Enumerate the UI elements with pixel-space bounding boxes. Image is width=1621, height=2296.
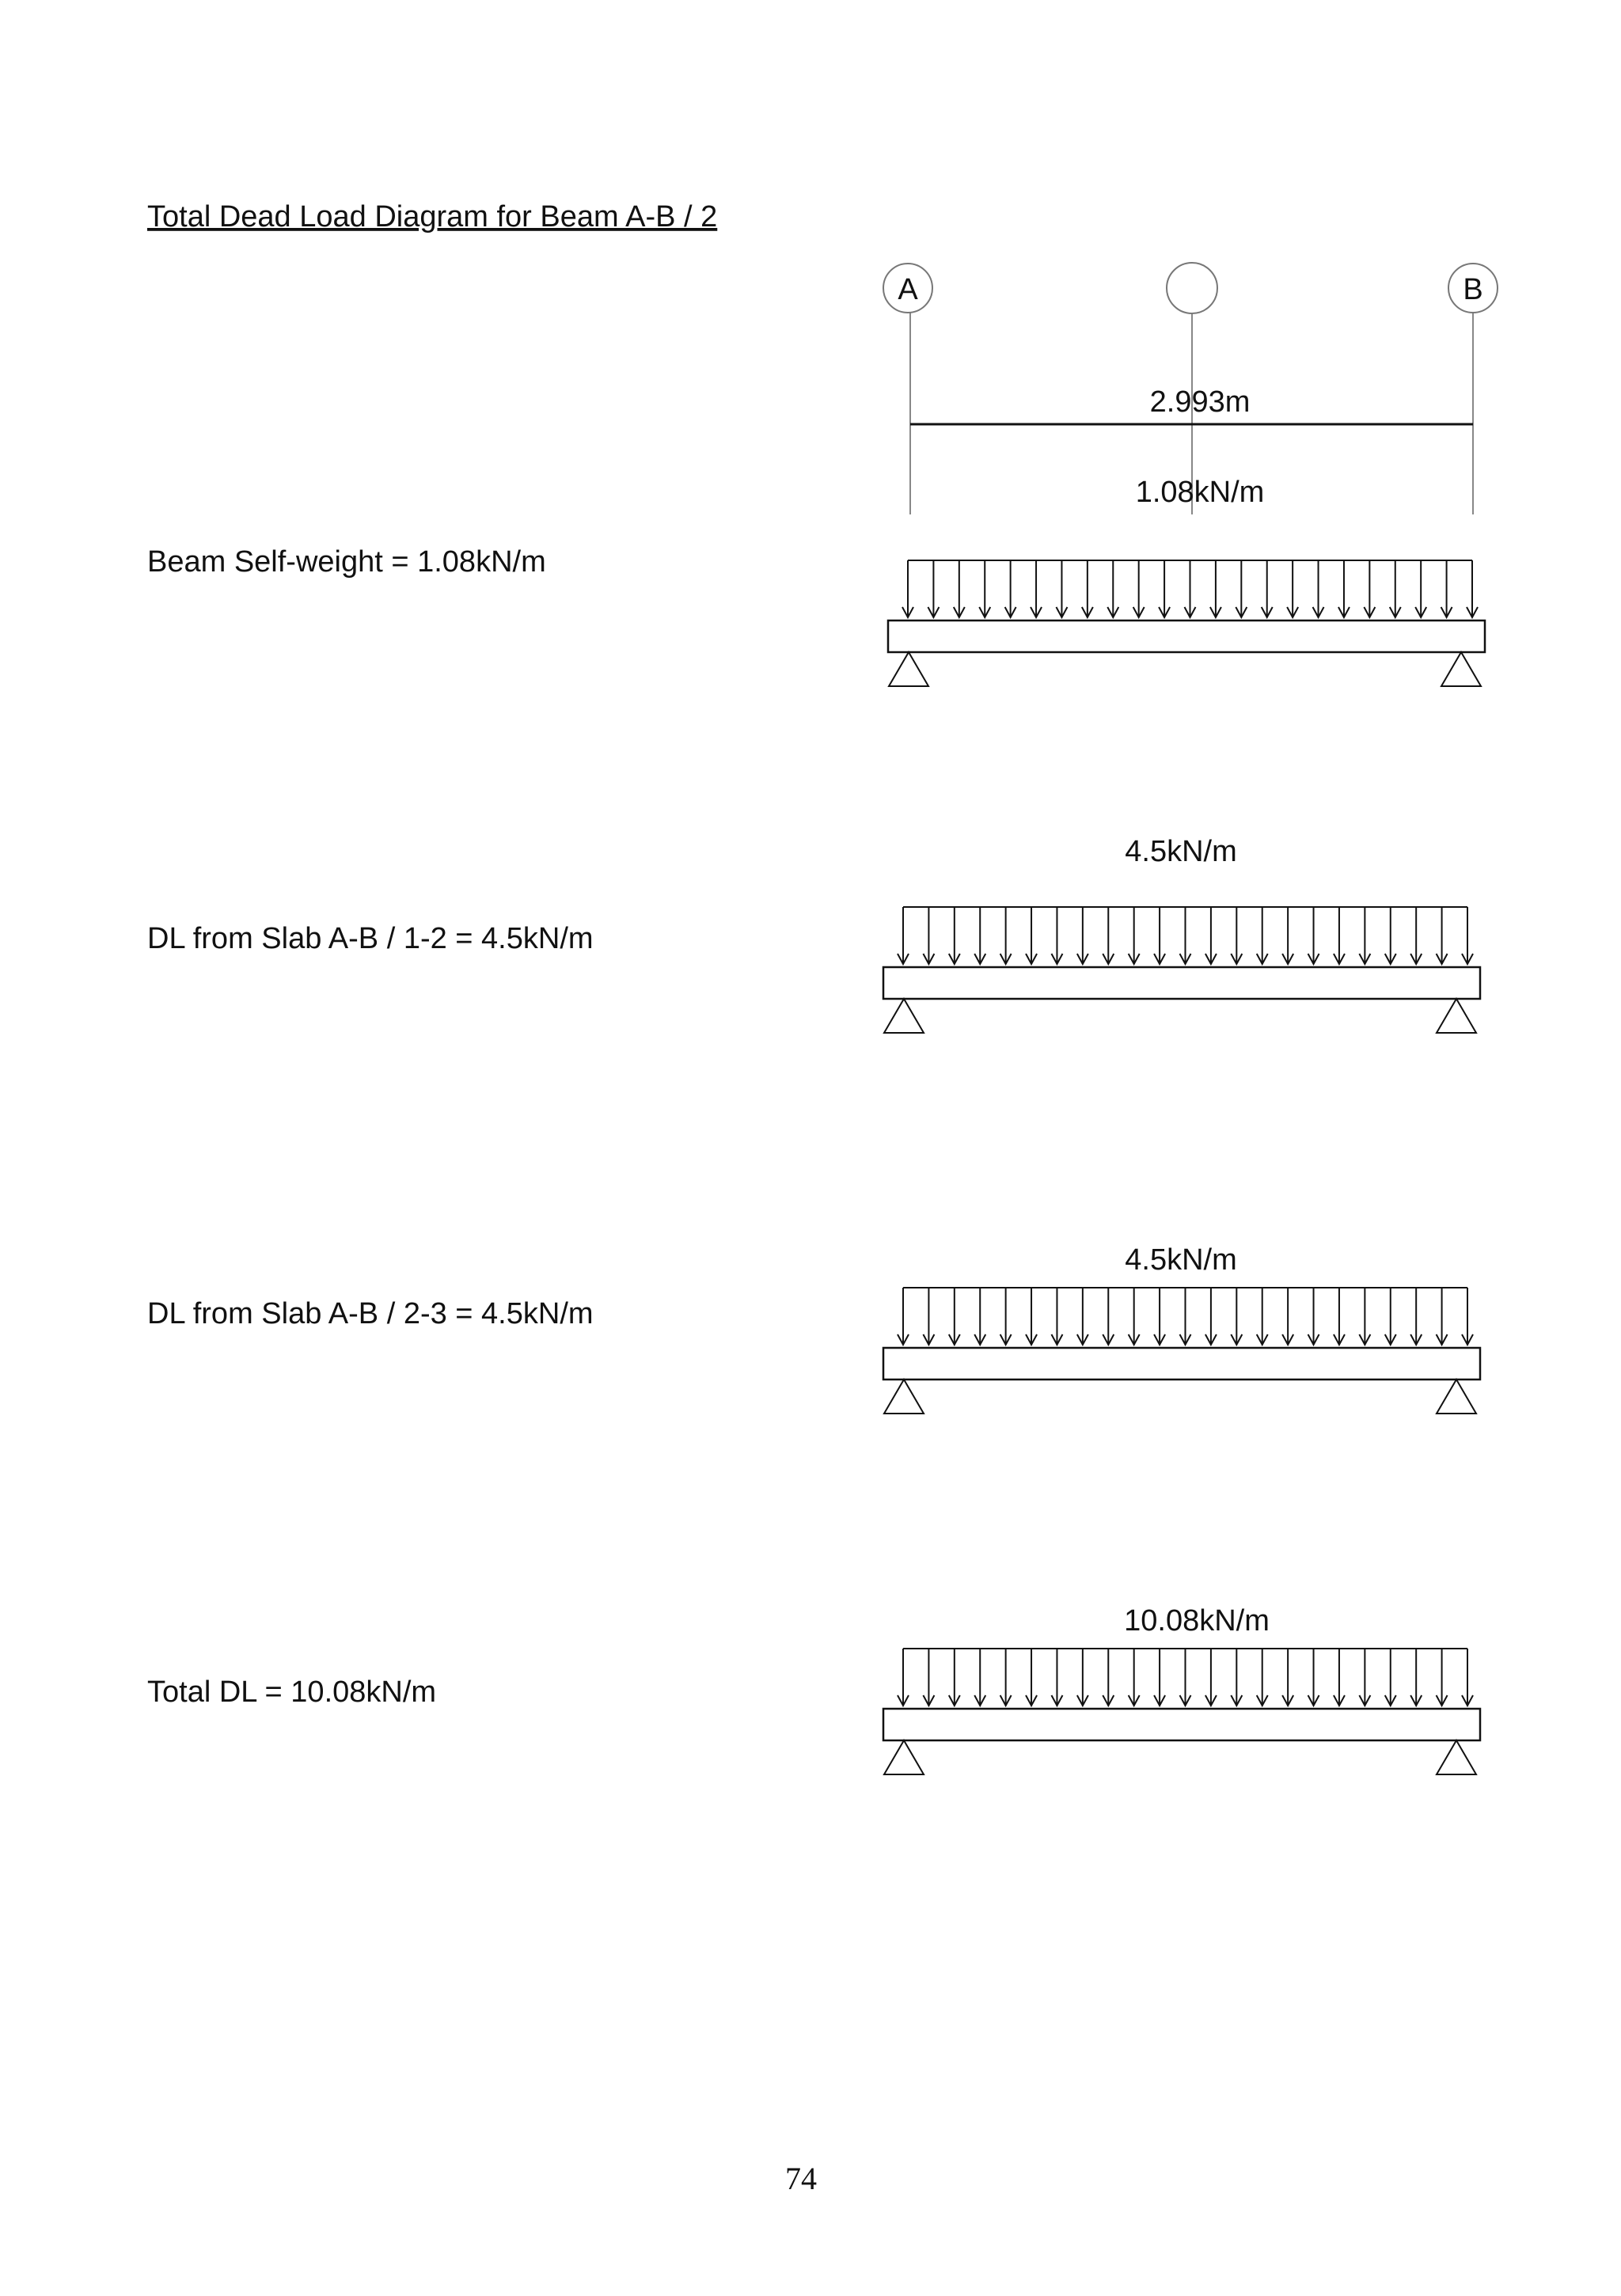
pin-support-left	[884, 1740, 924, 1774]
span-label: 2.993m	[1149, 385, 1251, 419]
pin-support-left	[884, 999, 924, 1033]
pin-support-right	[1441, 652, 1481, 686]
beam-diagram	[883, 907, 1480, 1033]
beam-diagram	[888, 560, 1485, 686]
row-description: DL from Slab A-B / 1-2 = 4.5kN/m	[147, 922, 594, 955]
page-number: 74	[785, 2161, 817, 2196]
pin-support-right	[1437, 1379, 1476, 1414]
page-title: Total Dead Load Diagram for Beam A-B / 2	[147, 200, 718, 233]
beam-body	[888, 620, 1485, 652]
row-description: Total DL = 10.08kN/m	[147, 1676, 437, 1709]
row-description: Beam Self-weight = 1.08kN/m	[147, 545, 546, 579]
pin-support-left	[884, 1379, 924, 1414]
beam-body	[883, 967, 1480, 999]
pin-support-right	[1437, 999, 1476, 1033]
pin-support-left	[889, 652, 928, 686]
row-description: DL from Slab A-B / 2-3 = 4.5kN/m	[147, 1297, 594, 1330]
beam-diagram	[883, 1649, 1480, 1774]
grid-bubble-a	[883, 264, 932, 313]
load-value-label: 4.5kN/m	[1125, 835, 1237, 868]
grid-label-b: B	[1463, 273, 1483, 306]
load-value-label: 4.5kN/m	[1125, 1243, 1237, 1277]
pin-support-right	[1437, 1740, 1476, 1774]
grid-bubble-b	[1448, 264, 1498, 313]
grid-label-a: A	[898, 273, 918, 306]
load-value-label: 10.08kN/m	[1124, 1604, 1270, 1638]
beam-body	[883, 1348, 1480, 1379]
beam-diagram	[883, 1288, 1480, 1414]
beam-body	[883, 1709, 1480, 1740]
grid-bubble-mid	[1167, 263, 1217, 313]
load-value-label: 1.08kN/m	[1135, 476, 1265, 509]
